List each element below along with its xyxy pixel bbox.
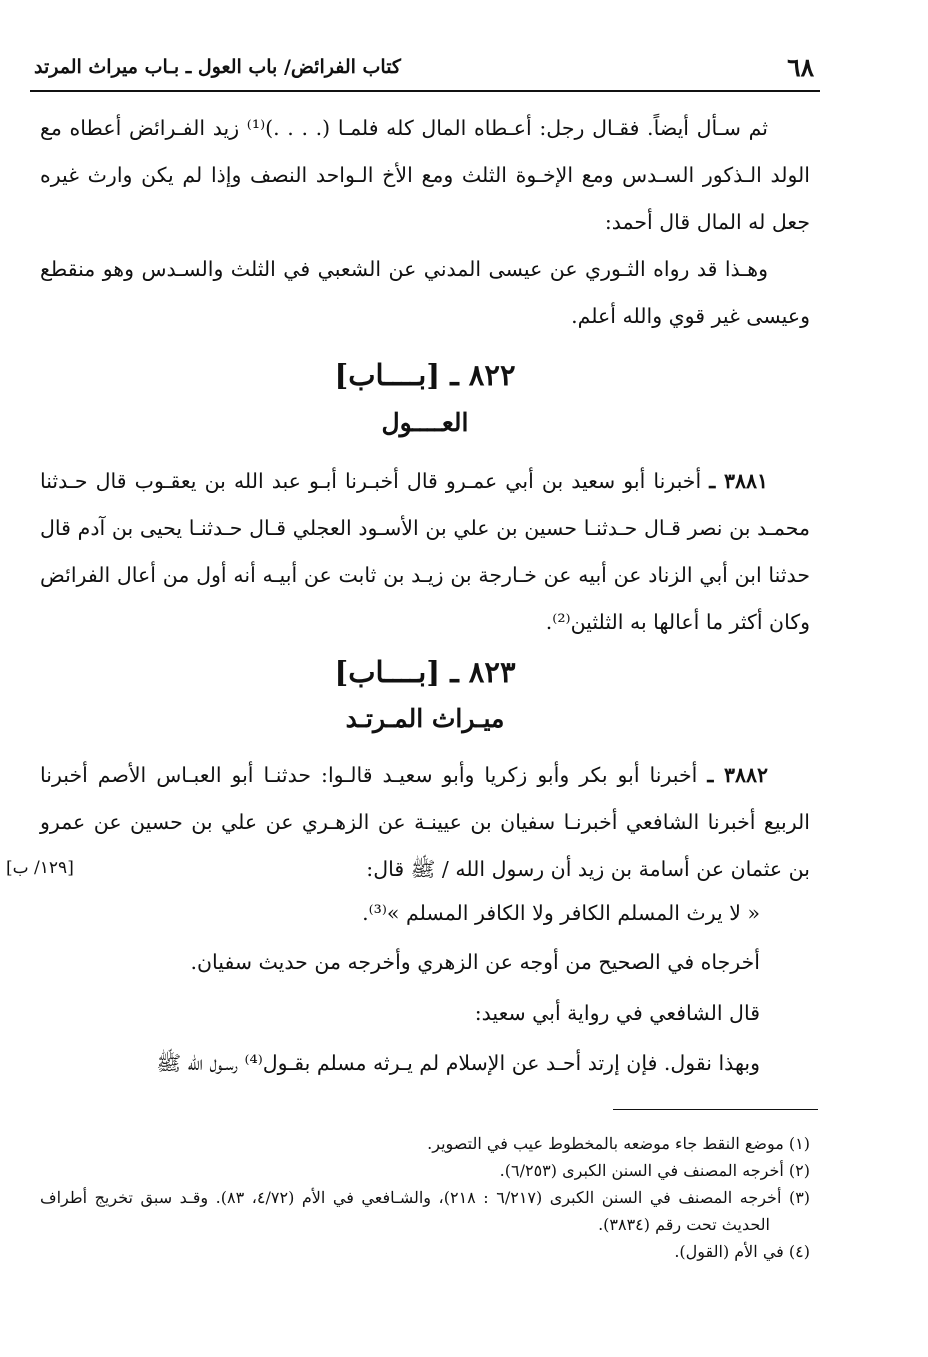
page-header: [30, 44, 820, 92]
running-title: كتاب الفرائض/ باب العول ـ بـاب ميراث المرتد: [34, 56, 401, 78]
shafii-line: قال الشافعي في رواية أبي سعيد:: [474, 1001, 760, 1025]
footnotes: [40, 1130, 810, 1265]
chapter-heading-823: ٨٢٣ ـ [بــــاب]: [334, 655, 516, 689]
chapter-subtitle-awl: العــــول: [381, 408, 469, 437]
closing-line: وبهذا نقول. فإن إرتد أحـد عن الإسلام لم يـرثه مسلم بقـول⁽⁴⁾ رسـول الله ﷺ: [156, 1051, 760, 1075]
page-number: ٦٨: [787, 52, 814, 82]
footnote-2: (٢) أخرجه المصنف في السنن الكبرى (٦/٢٥٣).: [499, 1161, 810, 1180]
hadith-number: ٣٨٨٢ ـ: [707, 763, 768, 787]
intro-paragraph-2: وهـذا قد رواه الثـوري عن عيسى المدني عن الشعبي في الثلث والسـدس وهو منقطع وعيسى غير قوي والله أعلم.: [40, 257, 810, 328]
hadith-text: أخبرنا أبو بكر وأبو زكريا وأبو سعيـد قالـوا: حدثنـا أبو العبـاس الأصم أخبرنا الربيع أخبرنا الشافعي أخبرنـا سفيان بن عيينـة عن الزهـري عن علي بن حسين عن عمرو بن عثمان عن أسامة بن زيد أن رسول الله / ﷺ قال:: [40, 763, 810, 881]
hadith-number: ٣٨٨١ ـ: [709, 469, 768, 493]
footnote-4: (٤) في الأم (القول).: [674, 1242, 810, 1261]
footnote-3: (٣) أخرجه المصنف في السنن الكبرى (٦/٢١٧ : ٢١٨)، والشـافعي في الأم (٤/٧٢، ٨٣). وقـد سبق تخريج أطراف الحديث تحت رقم (٣٨٣٤).: [40, 1188, 811, 1234]
footnote-separator: [613, 1109, 818, 1110]
hadith-text: أخبرنا أبو سعيد بن أبي عمـرو قال أخبـرنا أبـو عبد الله بن يعقـوب قال حـدثنا محمـد بن نصر قـال حـدثنـا حسين بن علي بن الأسـود العجلي قـال حـدثنـا يحيى بن آدم قال حدثنا ابن أبي الزناد عن أبيه عن خـارجة بن زيـد بن ثابت عن أبيـه أنه أول من أعال الفرائض وكان أكثر ما أعالها به الثلثين⁽²⁾.: [40, 469, 810, 634]
hadith-3882: [40, 752, 810, 893]
folio-reference: [١٢٩/ ب]: [6, 858, 74, 878]
chapter-subtitle-murtad: ميـراث المـرتـد: [345, 704, 505, 733]
manuscript-folio-note: [6, 845, 116, 892]
hadith-quote: « لا يرث المسلم الكافر ولا الكافر المسلم »⁽³⁾.: [362, 901, 760, 925]
takhrij-line: أخرجاه في الصحيح من أوجه عن الزهري وأخرجه من حديث سفيان.: [190, 950, 760, 974]
hadith-3881: [40, 458, 810, 646]
footnote-1: (١) موضع النقط جاء موضعه بالمخطوط عيب في التصوير.: [427, 1134, 810, 1153]
chapter-heading-822: ٨٢٢ ـ [بــــاب]: [334, 358, 516, 392]
intro-paragraph-1: ثم سـأل أيضاً. فقـال رجل: أعـطاه المال كله فلمـا (. . . .)⁽¹⁾ زيد الفـرائض أعطاه مع الولد الـذكور السـدس ومع الإخـوة الثلث ومع الأخ الـواحد النصف وإذا لم يكن وارث غيره جعل له المال قال أحمد:: [40, 116, 810, 234]
